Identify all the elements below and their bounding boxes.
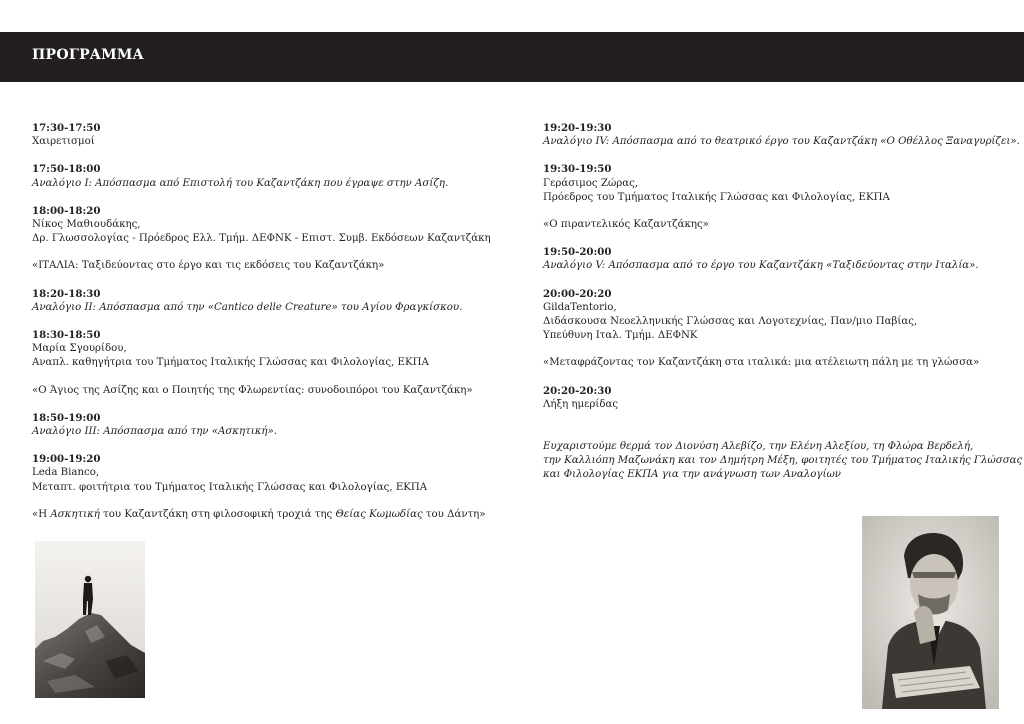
program-item <box>543 121 1020 149</box>
time-slot: 19:00-19:20 <box>32 453 101 466</box>
reading-text: Αναλόγιο V: Απόσπασμα από το έργο του Καζαντζάκη «Ταξιδεύοντας στην Ιταλία». <box>543 260 979 272</box>
speaker-title: Μεταπτ. φοιτήτρια του Τμήματος Ιταλικής Γλώσσας και Φιλολογίας, ΕΚΠΑ <box>32 481 428 493</box>
acknowledgements <box>543 440 1023 483</box>
reading-text: Αναλόγιο Ι: Απόσπασμα από Επιστολή του Καζαντζάκη που έγραψε στην Ασίζη. <box>32 177 449 189</box>
program-item <box>32 162 502 190</box>
talk-title-part: Θείας Κωμωδίας <box>335 508 423 520</box>
header-bar <box>0 32 1024 82</box>
program-item <box>32 204 502 247</box>
speaker-title: Διδάσκουσα Νεοελληνικής Γλώσσας και Λογοτεχνίας, Παν/μιο Παβίας, <box>543 316 918 328</box>
time-slot: 19:30-19:50 <box>543 163 612 176</box>
speaker-name: Νίκος Μαθιουδάκης, <box>32 219 141 231</box>
program-item <box>32 411 502 439</box>
talk-title: «Μεταφράζοντας τον Καζαντζάκη στα ιταλικά: μια ατέλειωτη πάλη με τη γλώσσα» <box>543 357 980 369</box>
time-slot: 20:20-20:30 <box>543 384 612 397</box>
talk-title-part: Ασκητική <box>50 508 100 520</box>
speaker-name: Γεράσιμος Ζώρας, <box>543 177 639 189</box>
speaker-name: GildaTentorio, <box>543 301 617 313</box>
reading-text: Αναλόγιο ΙΙ: Απόσπασμα από την «Cantico delle Creature» του Αγίου Φραγκίσκου. <box>32 301 463 313</box>
time-slot: 18:50-19:00 <box>32 411 101 424</box>
acknowledgements-line: Ευχαριστούμε θερμά τον Διονύση Αλεβίζο, την Ελένη Αλεξίου, τη Φλώρα Βερδελή, <box>543 441 974 453</box>
talk-title <box>32 508 502 522</box>
reading-text: Αναλόγιο ΙΙΙ: Απόσπασμα από την «Ασκητική». <box>32 426 277 438</box>
reading-text: Αναλόγιο IV: Απόσπασμα από το θεατρικό έργο του Καζαντζάκη «Ο Οθέλλος Ξαναγυρίζει». <box>543 136 1020 148</box>
program-item <box>543 162 1013 205</box>
talk-title-part: του Δάντη» <box>422 508 486 520</box>
acknowledgements-line: την Καλλιόπη Μαζωνάκη και τον Δημήτρη Μέξη, φοιτητές του Τμήματος Ιταλικής Γλώσσας <box>543 455 1023 467</box>
talk-title-part: του Καζαντζάκη στη φιλοσοφική τροχιά της <box>99 508 336 520</box>
rock-figure-photo <box>35 541 145 698</box>
time-slot: 17:30-17:50 <box>32 122 101 134</box>
program-item <box>543 287 1013 344</box>
speaker-name: Μαρία Σγουρίδου, <box>32 343 127 355</box>
time-slot: 18:30-18:50 <box>32 329 101 342</box>
item-text: Χαιρετισμοί <box>32 136 95 148</box>
speaker-title: Υπεύθυνη Ιταλ. Τμήμ. ΔΕΦΝΚ <box>543 330 698 342</box>
program-item <box>32 121 502 149</box>
time-slot: 17:50-18:00 <box>32 163 101 176</box>
talk-title: «Ο πιραντελικός Καζαντζάκης» <box>543 219 709 231</box>
talk-title: «Ο Άγιος της Ασίζης και ο Ποιητής της Φλωρεντίας: συνοδοιπόροι του Καζαντζάκη» <box>32 384 473 396</box>
speaker-name: Leda Bianco, <box>32 467 100 479</box>
page-title: ΠΡΟΓΡΑΜΜΑ <box>32 47 144 63</box>
program-column-left <box>32 121 502 535</box>
speaker-title: Αναπλ. καθηγήτρια του Τμήματος Ιταλικής Γλώσσας και Φιλολογίας, ΕΚΠΑ <box>32 357 429 369</box>
program-item <box>32 452 502 495</box>
speaker-title: Δρ. Γλωσσολογίας - Πρόεδρος Ελλ. Τμήμ. ΔΕΦΝΚ - Επιστ. Συμβ. Εκδόσεων Καζαντζάκη <box>32 233 491 245</box>
acknowledgements-line: και Φιλολογίας ΕΚΠΑ για την ανάγνωση των Αναλογίων <box>543 469 841 481</box>
portrait-photo <box>862 516 999 709</box>
talk-title: «ΙΤΑΛΙΑ: Ταξιδεύοντας στο έργο και τις εκδόσεις του Καζαντζάκη» <box>32 260 385 272</box>
talk-title-part: «Η <box>32 508 51 520</box>
time-slot: 20:00-20:20 <box>543 287 612 300</box>
item-text: Λήξη ημερίδας <box>543 398 619 410</box>
program-item <box>543 384 1013 412</box>
speaker-title: Πρόεδρος του Τμήματος Ιταλικής Γλώσσας και Φιλολογίας, ΕΚΠΑ <box>543 191 890 203</box>
time-slot: 18:00-18:20 <box>32 204 101 217</box>
time-slot: 18:20-18:30 <box>32 287 101 300</box>
time-slot: 19:50-20:00 <box>543 246 612 259</box>
program-item <box>32 287 502 315</box>
program-column-right <box>543 121 1023 483</box>
time-slot: 19:20-19:30 <box>543 122 612 134</box>
program-item <box>32 328 502 371</box>
program-item <box>543 245 1013 273</box>
